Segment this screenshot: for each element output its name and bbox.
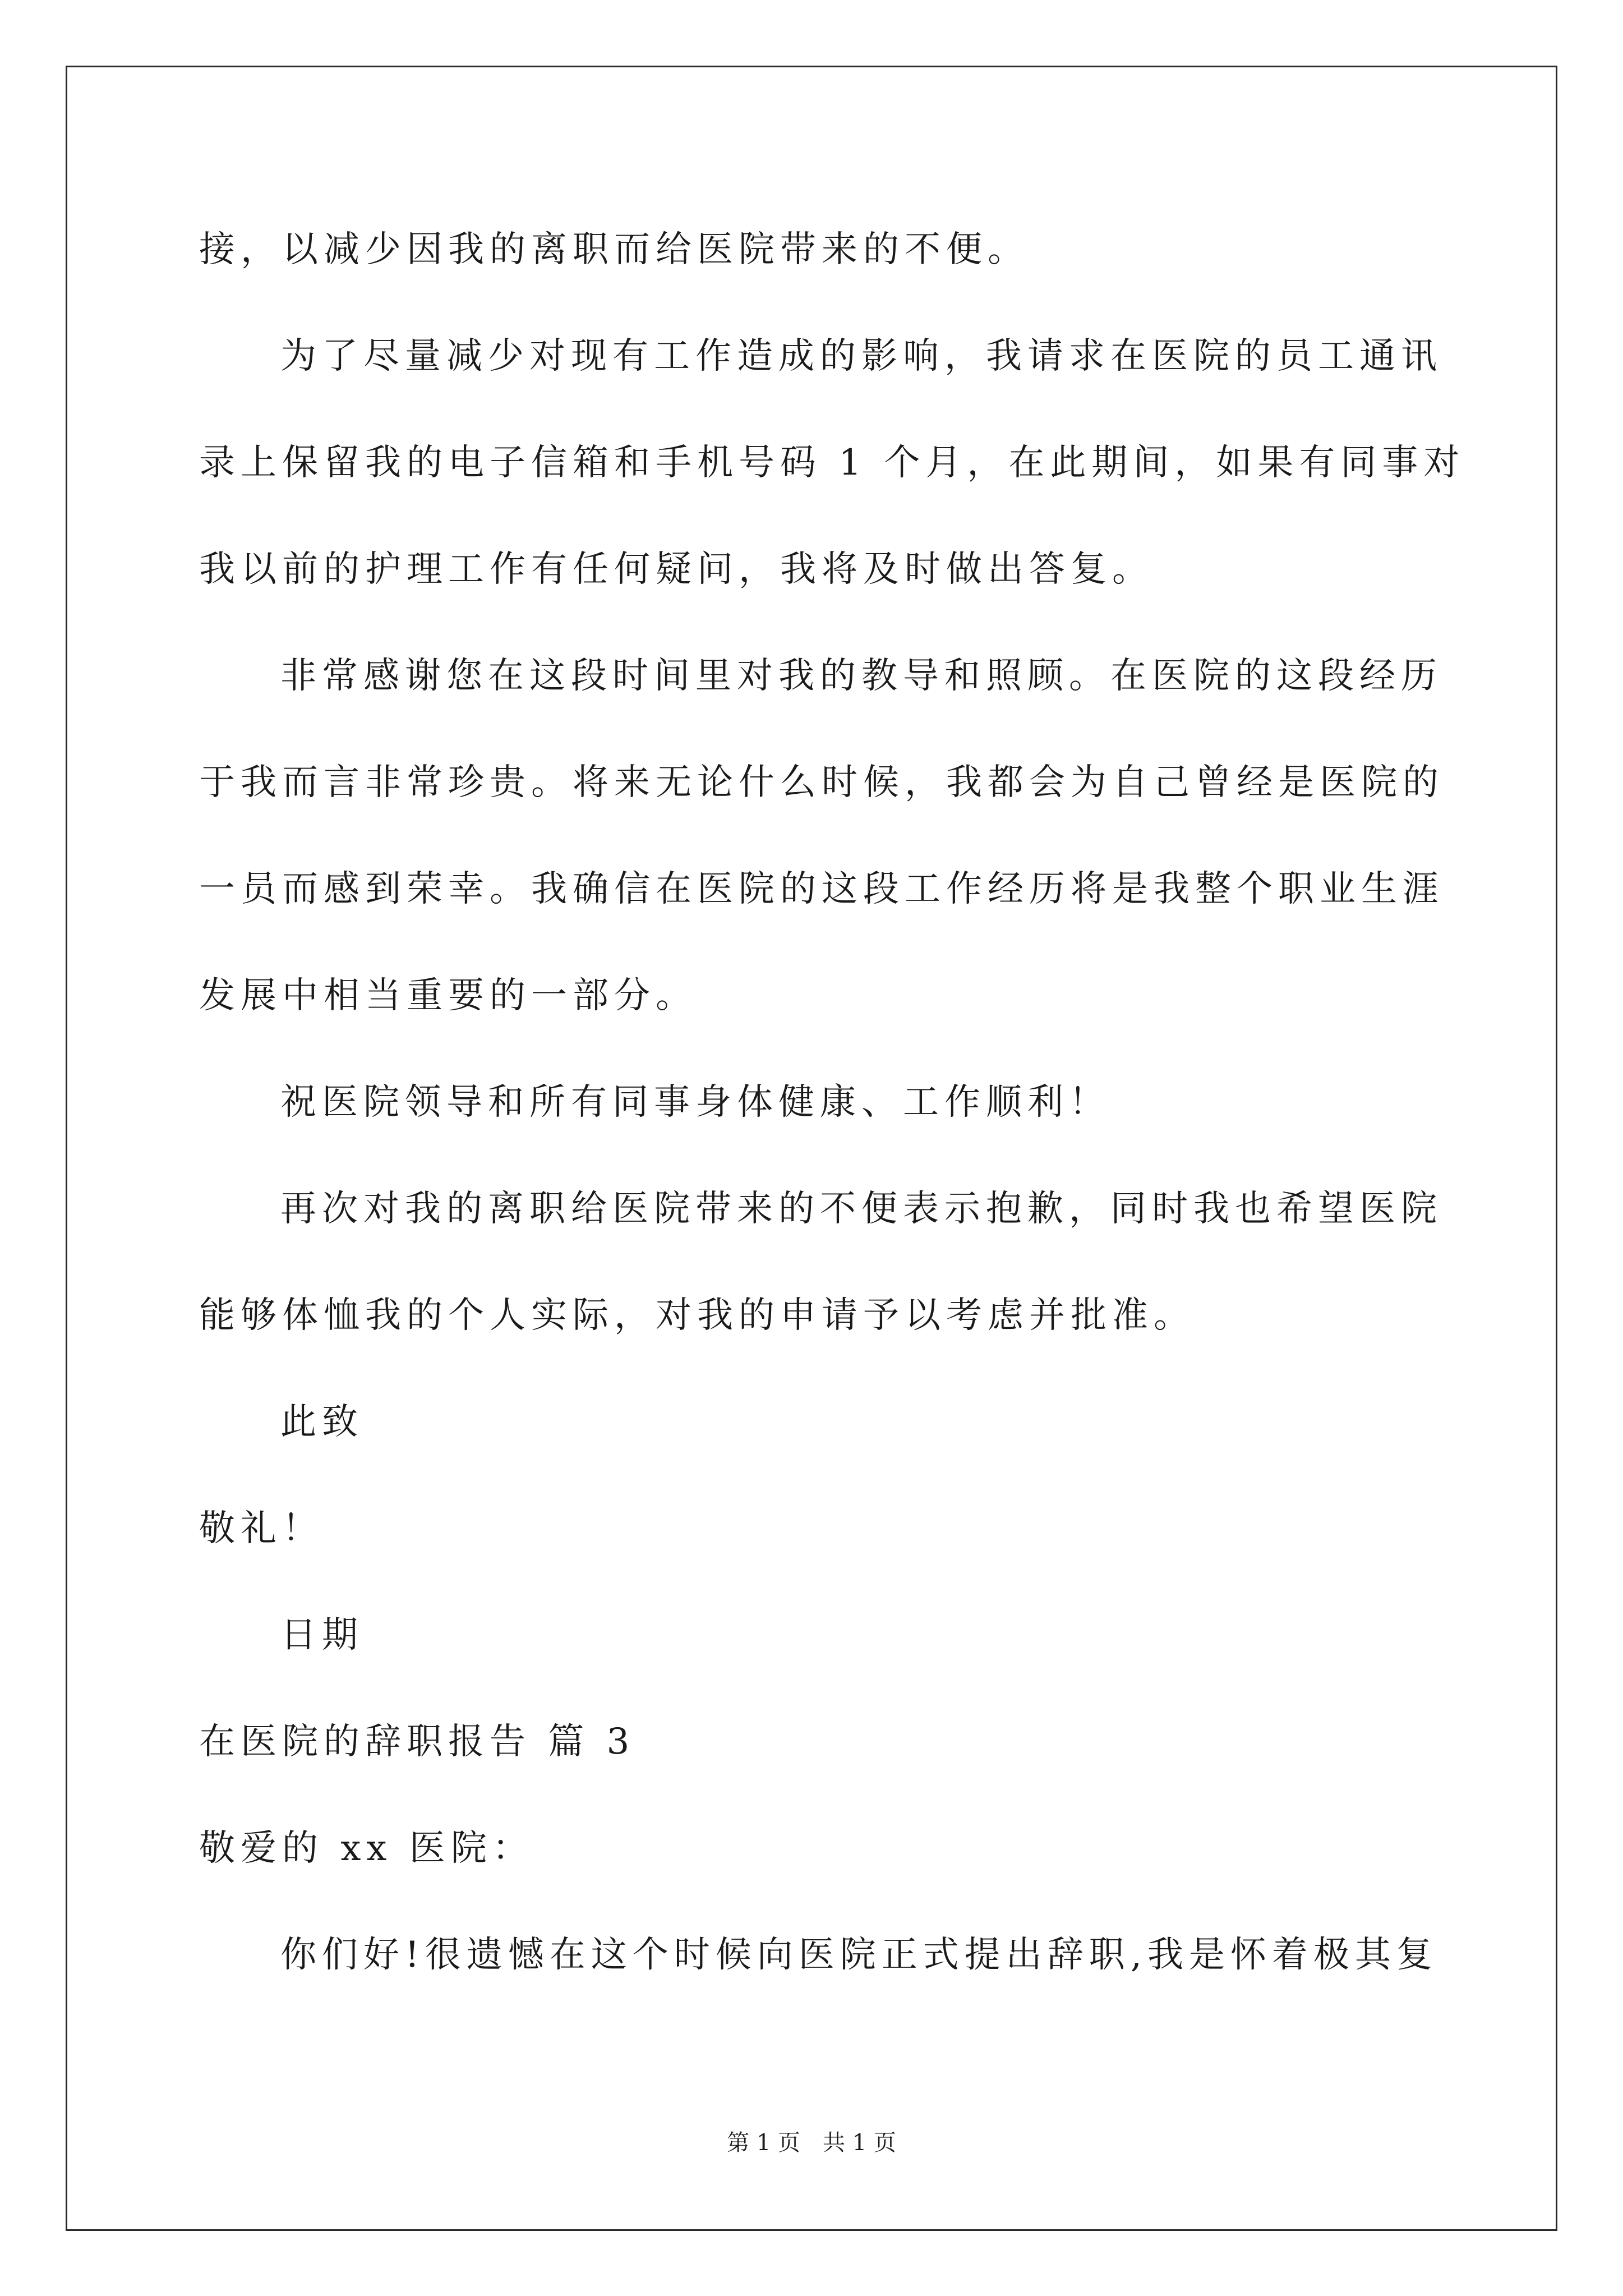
text-line: 接，以减少因我的离职而给医院带来的不便。 (199, 229, 1029, 270)
text-line: 一员而感到荣幸。我确信在医院的这段工作经历将是我整个职业生涯 (199, 868, 1444, 910)
text-line: 于我而言非常珍贵。将来无论什么时候，我都会为自己曾经是医院的 (199, 762, 1444, 803)
text-line: 祝医院领导和所有同事身体健康、工作顺利！ (280, 1082, 1110, 1123)
text-line: 你们好!很遗憾在这个时候向医院正式提出辞职,我是怀着极其复 (280, 1934, 1438, 1976)
text-line: 日期 (280, 1614, 363, 1656)
section-heading: 在医院的辞职报告 篇 3 (199, 1721, 635, 1763)
page-total: 共 1 页 (823, 2130, 896, 2156)
page-frame (66, 66, 1557, 2231)
text-line: 非常感谢您在这段时间里对我的教导和照顾。在医院的这段经历 (280, 655, 1442, 697)
salutation: 敬爱的 xx 医院： (199, 1828, 534, 1869)
text-line: 录上保留我的电子信箱和手机号码 1 个月，在此期间，如果有同事对 (199, 442, 1465, 484)
text-line: 我以前的护理工作有任何疑问，我将及时做出答复。 (199, 549, 1154, 590)
text-line: 为了尽量减少对现有工作造成的影响，我请求在医院的员工通讯 (280, 335, 1442, 377)
text-line: 发展中相当重要的一部分。 (199, 975, 697, 1016)
text-line: 此致 (280, 1401, 363, 1443)
text-line: 能够体恤我的个人实际，对我的申请予以考虑并批准。 (199, 1295, 1195, 1336)
text-line: 再次对我的离职给医院带来的不便表示抱歉，同时我也希望医院 (280, 1188, 1442, 1230)
page-footer (0, 2129, 1623, 2157)
page-number: 第 1 页 (727, 2130, 800, 2156)
text-line: 敬礼！ (199, 1508, 324, 1549)
